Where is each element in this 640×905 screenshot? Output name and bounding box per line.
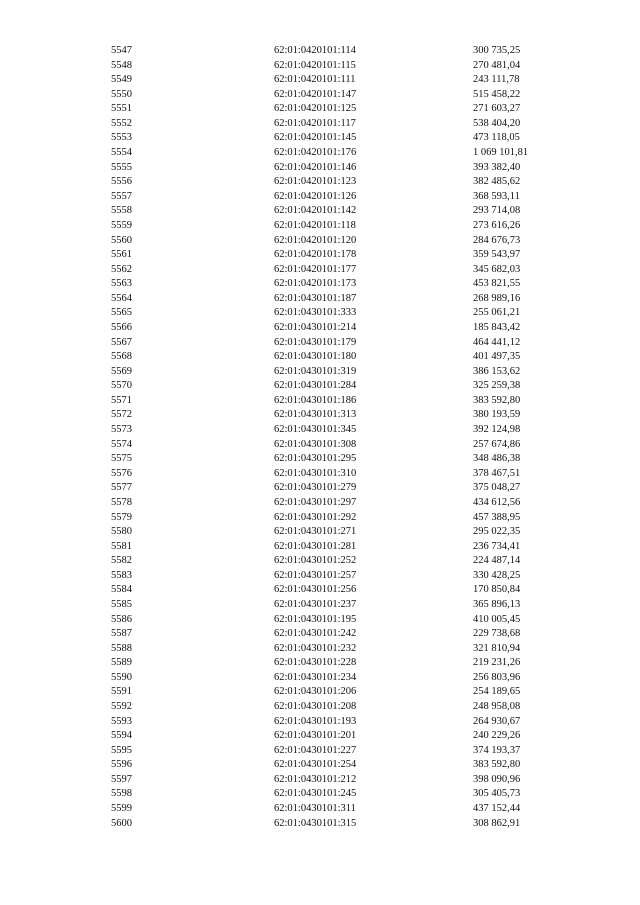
cadastral-value: 325 259,38 — [473, 380, 521, 392]
cadastral-value: 538 404,20 — [473, 117, 521, 129]
cadastral-number: 62:01:0420101:114 — [274, 45, 356, 56]
cadastral-value: 348 486,38 — [473, 453, 521, 465]
row-number: 5577 — [111, 482, 132, 494]
cadastral-number: 62:01:0430101:271 — [274, 526, 357, 538]
cadastral-number: 62:01:0430101:311 — [274, 803, 356, 815]
table-row — [111, 583, 563, 598]
row-number: 5586 — [111, 613, 132, 625]
row-number: 5573 — [111, 424, 132, 436]
cadastral-value: 185 843,42 — [473, 321, 521, 333]
row-number: 5565 — [111, 307, 132, 319]
row-number: 5592 — [111, 701, 132, 713]
table-row — [111, 598, 563, 613]
table-row — [111, 787, 563, 802]
cadastral-number: 62:01:0420101:146 — [274, 161, 357, 173]
table-row — [111, 394, 563, 409]
cadastral-value: 378 467,51 — [473, 467, 521, 479]
table-row — [111, 204, 563, 219]
cadastral-number: 62:01:0430101:292 — [274, 511, 357, 523]
cadastral-value: 1 069 101,81 — [473, 147, 529, 159]
row-number: 5553 — [111, 132, 132, 144]
cadastral-value: 268 989,16 — [473, 292, 521, 304]
cadastral-value: 229 738,68 — [473, 628, 521, 640]
table-row — [111, 540, 563, 555]
cadastral-number: 62:01:0430101:180 — [274, 351, 357, 363]
cadastral-number: 62:01:0430101:193 — [274, 715, 357, 727]
table-row — [111, 773, 563, 788]
table-row — [111, 44, 563, 59]
cadastral-number: 62:01:0430101:257 — [274, 569, 357, 581]
cadastral-number: 62:01:0420101:118 — [274, 219, 356, 231]
row-number: 5587 — [111, 628, 132, 640]
table-row — [111, 438, 563, 453]
cadastral-value: 256 803,96 — [473, 671, 521, 683]
cadastral-value: 383 592,80 — [473, 394, 521, 406]
cadastral-value: 308 862,91 — [473, 817, 521, 829]
cadastral-number: 62:01:0420101:120 — [274, 234, 357, 246]
row-number: 5585 — [111, 598, 132, 610]
table-row — [111, 525, 563, 540]
row-number: 5566 — [111, 321, 132, 333]
row-number: 5569 — [111, 365, 132, 377]
row-number: 5559 — [111, 219, 132, 231]
row-number: 5596 — [111, 759, 132, 771]
row-number: 5558 — [111, 205, 132, 217]
cadastral-number: 62:01:0430101:256 — [274, 584, 357, 596]
cadastral-number: 62:01:0430101:187 — [274, 292, 357, 304]
row-number: 5580 — [111, 526, 132, 538]
cadastral-value: 240 229,26 — [473, 730, 521, 742]
cadastral-number: 62:01:0430101:315 — [274, 817, 357, 829]
table-row — [111, 467, 563, 482]
row-number: 5588 — [111, 642, 132, 654]
cadastral-value: 515 458,22 — [473, 88, 521, 100]
cadastral-number: 62:01:0430101:227 — [274, 744, 357, 756]
table-row — [111, 263, 563, 278]
table-row — [111, 117, 563, 132]
cadastral-value: 345 682,03 — [473, 263, 521, 275]
cadastral-value: 359 543,97 — [473, 249, 521, 261]
row-number: 5582 — [111, 555, 132, 567]
row-number: 5548 — [111, 59, 132, 71]
cadastral-value: 383 592,80 — [473, 759, 521, 771]
row-number: 5570 — [111, 380, 132, 392]
row-number: 5581 — [111, 540, 132, 552]
cadastral-number: 62:01:0420101:123 — [274, 176, 357, 188]
row-number: 5552 — [111, 117, 132, 129]
table-row — [111, 365, 563, 380]
row-number: 5560 — [111, 234, 132, 246]
row-number: 5568 — [111, 351, 132, 363]
cadastral-number: 62:01:0430101:208 — [274, 701, 357, 713]
table-row — [111, 423, 563, 438]
table-row — [111, 452, 563, 467]
cadastral-value: 264 930,67 — [473, 715, 521, 727]
cadastral-value: 321 810,94 — [473, 642, 521, 654]
table-row — [111, 234, 563, 249]
cadastral-value: 375 048,27 — [473, 482, 521, 494]
table-row — [111, 496, 563, 511]
cadastral-value: 243 111,78 — [473, 74, 520, 86]
cadastral-number: 62:01:0420101:176 — [274, 147, 357, 159]
cadastral-value: 236 734,41 — [473, 540, 521, 552]
cadastral-value: 300 735,25 — [473, 45, 521, 56]
table-row — [111, 758, 563, 773]
cadastral-value: 330 428,25 — [473, 569, 521, 581]
cadastral-value: 374 193,37 — [473, 744, 521, 756]
cadastral-value: 368 593,11 — [473, 190, 520, 202]
cadastral-value: 271 603,27 — [473, 103, 521, 115]
cadastral-value: 270 481,04 — [473, 59, 521, 71]
row-number: 5578 — [111, 496, 132, 508]
cadastral-value: 453 821,55 — [473, 278, 521, 290]
cadastral-number: 62:01:0420101:125 — [274, 103, 357, 115]
row-number: 5551 — [111, 103, 132, 115]
cadastral-value: 224 487,14 — [473, 555, 521, 567]
cadastral-number: 62:01:0430101:295 — [274, 453, 357, 465]
row-number: 5567 — [111, 336, 132, 348]
cadastral-number: 62:01:0430101:242 — [274, 628, 357, 640]
cadastral-number: 62:01:0430101:212 — [274, 773, 357, 785]
row-number: 5584 — [111, 584, 132, 596]
cadastral-number: 62:01:0430101:214 — [274, 321, 357, 333]
cadastral-value: 398 090,96 — [473, 773, 521, 785]
cadastral-value: 401 497,35 — [473, 351, 521, 363]
table-row — [111, 685, 563, 700]
row-number: 5595 — [111, 744, 132, 756]
cadastral-value: 437 152,44 — [473, 803, 521, 815]
row-number: 5597 — [111, 773, 132, 785]
table-row — [111, 408, 563, 423]
cadastral-number: 62:01:0430101:254 — [274, 759, 357, 771]
table-row — [111, 306, 563, 321]
table-row — [111, 146, 563, 161]
row-number: 5557 — [111, 190, 132, 202]
row-number: 5600 — [111, 817, 132, 829]
cadastral-number: 62:01:0420101:111 — [274, 74, 356, 86]
cadastral-value: 273 616,26 — [473, 219, 521, 231]
row-number: 5561 — [111, 249, 132, 261]
cadastral-value: 365 896,13 — [473, 598, 521, 610]
cadastral-value: 254 189,65 — [473, 686, 521, 698]
cadastral-value: 170 850,84 — [473, 584, 521, 596]
table-row — [111, 700, 563, 715]
table-row — [111, 336, 563, 351]
cadastral-number: 62:01:0430101:232 — [274, 642, 357, 654]
row-number: 5593 — [111, 715, 132, 727]
row-number: 5549 — [111, 74, 132, 86]
cadastral-value: 410 005,45 — [473, 613, 521, 625]
row-number: 5554 — [111, 147, 132, 159]
row-number: 5555 — [111, 161, 132, 173]
row-number: 5563 — [111, 278, 132, 290]
table-row — [111, 715, 563, 730]
cadastral-number: 62:01:0430101:279 — [274, 482, 357, 494]
table-row — [111, 729, 563, 744]
table-row — [111, 292, 563, 307]
table-row — [111, 88, 563, 103]
cadastral-number: 62:01:0430101:228 — [274, 657, 357, 669]
row-number: 5583 — [111, 569, 132, 581]
table-row — [111, 511, 563, 526]
cadastral-number: 62:01:0420101:145 — [274, 132, 357, 144]
table-row — [111, 131, 563, 146]
cadastral-value: 457 388,95 — [473, 511, 521, 523]
row-number: 5556 — [111, 176, 132, 188]
table-row — [111, 59, 563, 74]
cadastral-number: 62:01:0420101:115 — [274, 59, 356, 71]
cadastral-number: 62:01:0430101:297 — [274, 496, 357, 508]
cadastral-number: 62:01:0430101:195 — [274, 613, 357, 625]
cadastral-number: 62:01:0430101:237 — [274, 598, 357, 610]
row-number: 5599 — [111, 803, 132, 815]
cadastral-value: 248 958,08 — [473, 701, 521, 713]
row-number: 5590 — [111, 671, 132, 683]
cadastral-value: 284 676,73 — [473, 234, 521, 246]
cadastral-value: 392 124,98 — [473, 424, 521, 436]
table-row — [111, 817, 563, 832]
cadastral-value: 219 231,26 — [473, 657, 521, 669]
row-number: 5579 — [111, 511, 132, 523]
cadastral-number: 62:01:0430101:186 — [274, 394, 357, 406]
cadastral-number: 62:01:0430101:206 — [274, 686, 357, 698]
row-number: 5572 — [111, 409, 132, 421]
cadastral-number: 62:01:0430101:284 — [274, 380, 357, 392]
cadastral-number: 62:01:0420101:126 — [274, 190, 357, 202]
table-row — [111, 175, 563, 190]
cadastral-number: 62:01:0430101:310 — [274, 467, 357, 479]
table-row — [111, 481, 563, 496]
table-body — [111, 44, 563, 831]
row-number: 5589 — [111, 657, 132, 669]
table-row — [111, 350, 563, 365]
table-row — [111, 642, 563, 657]
table-row — [111, 102, 563, 117]
row-number: 5575 — [111, 453, 132, 465]
table-row — [111, 744, 563, 759]
cadastral-value: 382 485,62 — [473, 176, 521, 188]
cadastral-number: 62:01:0430101:345 — [274, 424, 357, 436]
cadastral-value: 386 153,62 — [473, 365, 521, 377]
cadastral-number: 62:01:0430101:308 — [274, 438, 357, 450]
table-row — [111, 277, 563, 292]
row-number: 5571 — [111, 394, 132, 406]
table-row — [111, 656, 563, 671]
row-number: 5594 — [111, 730, 132, 742]
cadastral-number: 62:01:0420101:178 — [274, 249, 357, 261]
cadastral-value: 293 714,08 — [473, 205, 521, 217]
table-row — [111, 554, 563, 569]
cadastral-number: 62:01:0430101:234 — [274, 671, 357, 683]
cadastral-number: 62:01:0420101:173 — [274, 278, 357, 290]
table-row — [111, 627, 563, 642]
cadastral-number: 62:01:0430101:252 — [274, 555, 357, 567]
cadastral-number: 62:01:0430101:245 — [274, 788, 357, 800]
row-number: 5591 — [111, 686, 132, 698]
cadastral-number: 62:01:0430101:179 — [274, 336, 357, 348]
table-row — [111, 321, 563, 336]
table-row — [111, 569, 563, 584]
table-row — [111, 379, 563, 394]
cadastral-number: 62:01:0420101:142 — [274, 205, 357, 217]
row-number: 5598 — [111, 788, 132, 800]
table-row — [111, 671, 563, 686]
cadastral-number: 62:01:0430101:281 — [274, 540, 357, 552]
cadastral-number: 62:01:0420101:177 — [274, 263, 357, 275]
row-number: 5576 — [111, 467, 132, 479]
cadastral-value: 393 382,40 — [473, 161, 521, 173]
cadastral-value: 434 612,56 — [473, 496, 521, 508]
row-number: 5550 — [111, 88, 132, 100]
row-number: 5564 — [111, 292, 132, 304]
row-number: 5562 — [111, 263, 132, 275]
table-row — [111, 802, 563, 817]
cadastral-number: 62:01:0430101:313 — [274, 409, 357, 421]
cadastral-number: 62:01:0430101:201 — [274, 730, 357, 742]
cadastral-value: 295 022,35 — [473, 526, 521, 538]
table-row — [111, 248, 563, 263]
cadastral-number: 62:01:0430101:333 — [274, 307, 357, 319]
cadastral-value: 473 118,05 — [473, 132, 520, 144]
cadastral-value: 464 441,12 — [473, 336, 521, 348]
cadastral-value: 257 674,86 — [473, 438, 521, 450]
cadastral-value-table — [111, 44, 563, 831]
cadastral-number: 62:01:0420101:147 — [274, 88, 357, 100]
table-row — [111, 73, 563, 88]
cadastral-value: 255 061,21 — [473, 307, 521, 319]
table-row — [111, 161, 563, 176]
table-row — [111, 219, 563, 234]
cadastral-value: 305 405,73 — [473, 788, 521, 800]
table-row — [111, 190, 563, 205]
cadastral-number: 62:01:0430101:319 — [274, 365, 357, 377]
cadastral-value: 380 193,59 — [473, 409, 521, 421]
row-number: 5574 — [111, 438, 132, 450]
row-number: 5547 — [111, 45, 132, 56]
cadastral-number: 62:01:0420101:117 — [274, 117, 356, 129]
table-row — [111, 613, 563, 628]
